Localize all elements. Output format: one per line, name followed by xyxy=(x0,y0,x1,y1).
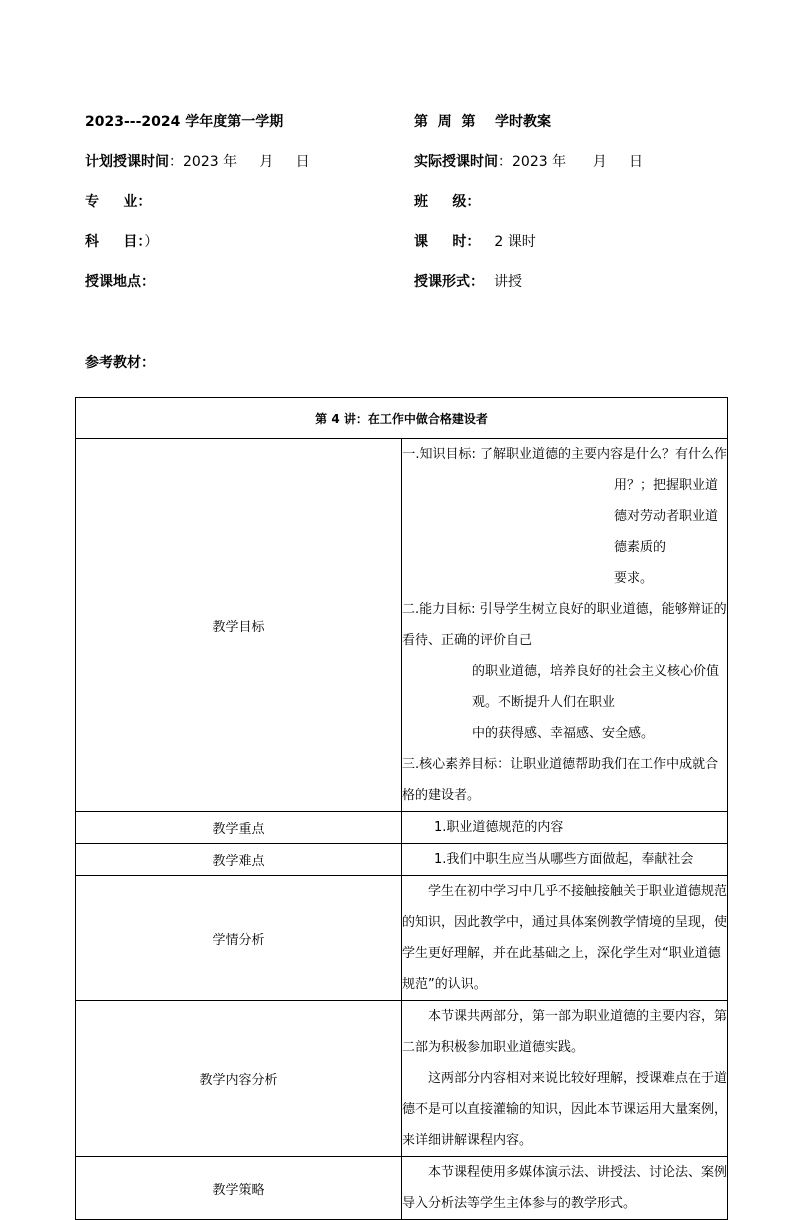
location-label: 授课地点： xyxy=(85,274,155,290)
hours xyxy=(414,232,536,252)
table-row xyxy=(76,1157,728,1220)
objective-line: 要求。 xyxy=(614,571,654,586)
strategy-content xyxy=(402,1157,728,1220)
key-points-label: 教学重点 xyxy=(76,812,402,844)
reference-label: 参考教材： xyxy=(85,355,155,371)
objective-line: 三.核心素养目标：让职业道德帮助我们在工作中成就合格的建设者。 xyxy=(402,757,719,803)
lesson-plan-label: 第 周 第 学时教案 xyxy=(414,114,551,130)
format-label: 授课形式： xyxy=(414,274,484,290)
difficulties-text: 1.我们中职生应当从哪些方面做起，奉献社会 xyxy=(402,844,728,876)
objective-line: 用？；把握职业道德对劳动者职业道德素质的 xyxy=(614,478,719,555)
table-row xyxy=(76,398,728,439)
actual-time xyxy=(414,152,643,172)
table-row xyxy=(76,1001,728,1157)
subject xyxy=(85,232,158,252)
format xyxy=(414,272,522,292)
major-label: 专 业： xyxy=(85,194,152,210)
subject-label: 科 目： xyxy=(85,234,145,250)
table-row xyxy=(76,876,728,1001)
content-analysis-label: 教学内容分析 xyxy=(76,1001,402,1157)
lesson-plan-table xyxy=(75,397,728,1220)
planned-time-label: 计划授课时间 xyxy=(85,154,169,170)
class-label: 班 级： xyxy=(414,194,481,210)
table-row xyxy=(76,439,728,812)
student-analysis-text: 学生在初中学习中几乎不接触接触关于职业道德规范的知识，因此教学中，通过具体案例教学情境的呈现，使学生更好理解，并在此基础之上，深化学生对“职业道德规范”的认识。 xyxy=(402,884,728,992)
format-value: 讲授 xyxy=(494,274,522,290)
objective-line: 二.能力目标: 引导学生树立良好的职业道德，能够辩证的看待、正确的评价自己 xyxy=(402,602,727,648)
planned-time xyxy=(85,152,310,172)
objective-line: 中的获得感、幸福感、安全感。 xyxy=(472,726,655,741)
table-row xyxy=(76,812,728,844)
objectives-content xyxy=(402,439,728,812)
student-analysis-label: 学情分析 xyxy=(76,876,402,1001)
term-title: 2023---2024 学年度第一学期 xyxy=(85,114,284,130)
key-points-text: 1.职业道德规范的内容 xyxy=(402,812,728,844)
student-analysis-content xyxy=(402,876,728,1001)
actual-time-value: ：2023 年 月 日 xyxy=(498,154,644,170)
actual-time-label: 实际授课时间 xyxy=(414,154,498,170)
strategy-text: 本节课程使用多媒体演示法、讲授法、讨论法、案例导入分析法等学生主体参与的教学形式。 xyxy=(402,1165,728,1211)
content-analysis-para2: 这两部分内容相对来说比较好理解，授课难点在于道德不是可以直接灌输的知识，因此本节课运用大量案例，来详细讲解课程内容。 xyxy=(402,1071,728,1148)
planned-time-value: ：2023 年 月 日 xyxy=(169,154,310,170)
objectives-label: 教学目标 xyxy=(76,439,402,812)
subject-value: ） xyxy=(144,234,159,250)
table-row xyxy=(76,844,728,876)
strategy-label: 教学策略 xyxy=(76,1157,402,1220)
difficulties-label: 教学难点 xyxy=(76,844,402,876)
lecture-title: 第 4 讲：在工作中做合格建设者 xyxy=(76,398,728,439)
content-analysis-content xyxy=(402,1001,728,1157)
hours-label: 课 时： xyxy=(414,234,481,250)
hours-value: 2 课时 xyxy=(494,234,536,250)
content-analysis-para1: 本节课共两部分，第一部为职业道德的主要内容，第二部为积极参加职业道德实践。 xyxy=(402,1009,728,1055)
objective-line: 一.知识目标: 了解职业道德的主要内容是什么？有什么作 xyxy=(402,447,727,462)
objective-line: 的职业道德，培养良好的社会主义核心价值观。不断提升人们在职业 xyxy=(472,664,720,710)
